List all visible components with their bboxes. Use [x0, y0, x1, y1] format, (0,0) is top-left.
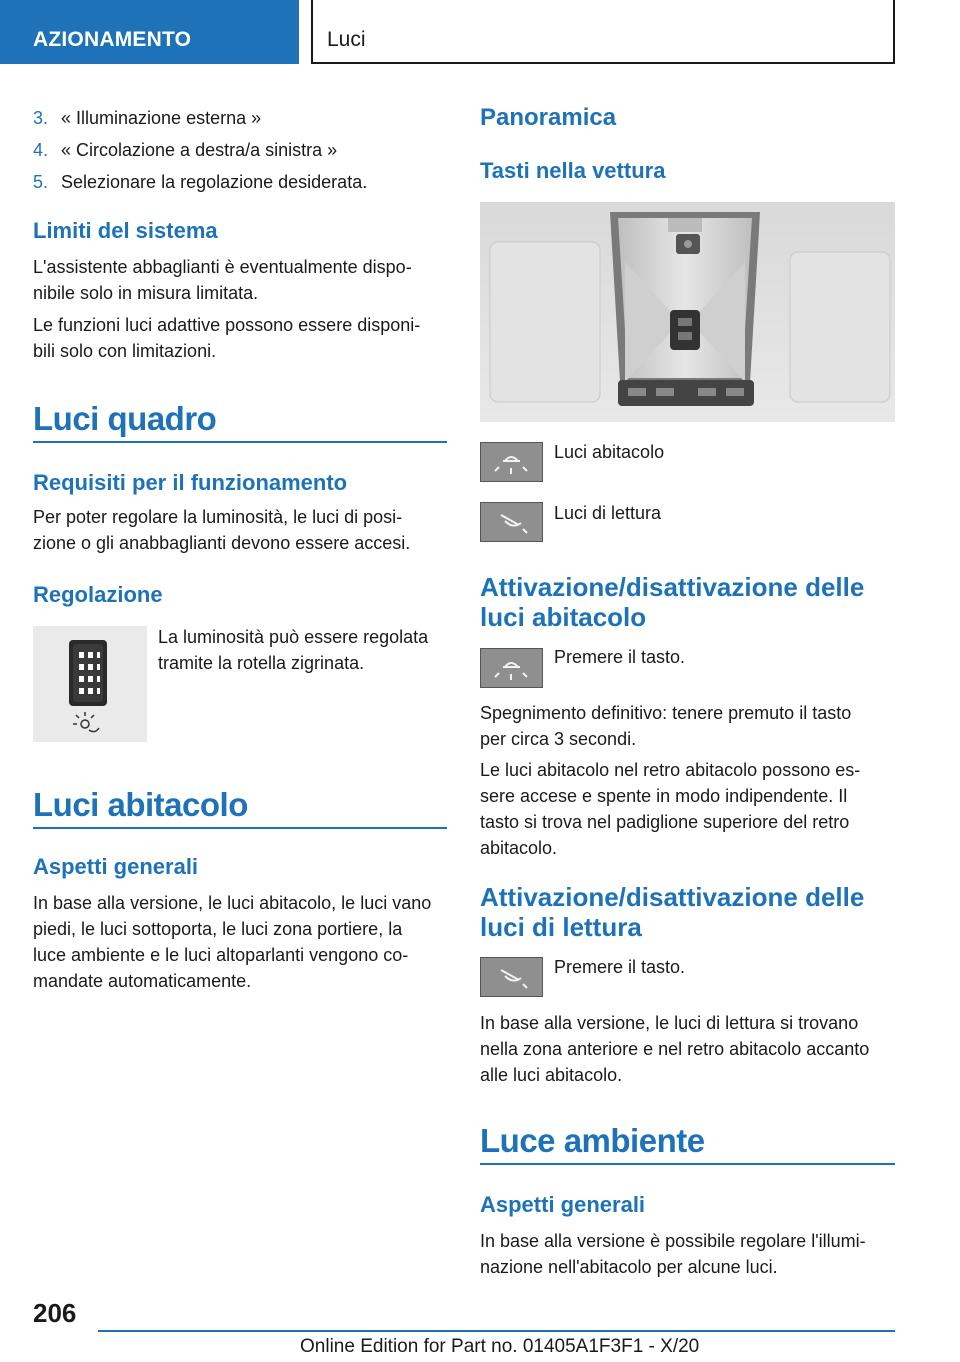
interior-light-key-icon: [480, 648, 543, 688]
limits-paragraph-1: L'assistente abbaglianti è eventualmente dispo- nibile solo in misura limitata.: [33, 257, 412, 303]
step-text: Selezionare la regolazione desiderata.: [61, 172, 368, 192]
section-title-luci-abitacolo: Luci abitacolo: [33, 786, 248, 823]
footer-edition: Online Edition for Part no. 01405A1F3F1 - X/20: [300, 1336, 700, 1357]
header-topic-tab: [311, 0, 895, 64]
interior-light-key-icon: [480, 442, 543, 482]
header-section-tab: [0, 0, 299, 64]
att-abitacolo-key-label: Premere il tasto.: [554, 647, 686, 667]
aspetti-generali-heading: Aspetti generali: [33, 854, 199, 879]
att-lettura-heading: Attivazione/disattivazione delle luci di lettura: [480, 882, 865, 942]
reading-light-key-icon: [480, 502, 543, 542]
page-number: 206: [33, 1298, 77, 1328]
reading-light-key-icon: [480, 957, 543, 997]
step-number: 3.: [33, 108, 49, 128]
step-number: 5.: [33, 172, 49, 192]
key1-label: Luci abitacolo: [554, 442, 665, 462]
aspetti-generali-paragraph: In base alla versione, le luci abitacolo, le luci vano piedi, le luci sottoporta, le luci zona portiere, la luce ambiente e le luci altoparlanti vengono co- mandate automaticamente.: [33, 893, 432, 991]
regolazione-paragraph: La luminosità può essere regolata tramite la rotella zigrinata.: [158, 627, 429, 673]
section-title-luce-ambiente: Luce ambiente: [480, 1122, 705, 1159]
att-abitacolo-paragraph-1: Spegnimento definitivo: tenere premuto il tasto per circa 3 secondi.: [480, 703, 852, 749]
att-abitacolo-paragraph-2: Le luci abitacolo nel retro abitacolo possono es- sere accese e spente in modo indipendente. Il tasto si trova nel padiglione superiore del retro abitacolo.: [480, 760, 861, 858]
panoramica-heading: Panoramica: [480, 104, 617, 131]
thumbwheel-image: [33, 626, 147, 742]
att-abitacolo-heading: Attivazione/disattivazione delle luci abitacolo: [480, 572, 865, 632]
ambiente-paragraph: In base alla versione è possibile regolare l'illumi- nazione nell'abitacolo per alcune luci.: [480, 1231, 866, 1277]
att-lettura-key-label: Premere il tasto.: [554, 957, 686, 977]
requisiti-paragraph: Per poter regolare la luminosità, le luci di posi- zione o gli anabbaglianti devono essere accesi.: [33, 507, 411, 553]
limits-paragraph-2: Le funzioni luci adattive possono essere disponi- bili solo con limitazioni.: [33, 315, 421, 361]
section-rule: [33, 827, 447, 829]
section-rule: [33, 441, 447, 443]
header-topic-label: Luci: [327, 28, 366, 51]
step-number: 4.: [33, 140, 49, 160]
footer-rule: [98, 1330, 895, 1332]
ambiente-aspetti-heading: Aspetti generali: [480, 1192, 646, 1217]
section-rule: [480, 1163, 895, 1165]
step-text: « Circolazione a destra/a sinistra »: [61, 140, 338, 160]
section-title-luci-quadro: Luci quadro: [33, 400, 217, 437]
att-lettura-paragraph: In base alla versione, le luci di lettura si trovano nella zona anteriore e nel retro abitacolo accanto alle luci abitacolo.: [480, 1013, 870, 1085]
requisiti-heading: Requisiti per il funzionamento: [33, 470, 348, 495]
limits-heading: Limiti del sistema: [33, 218, 218, 243]
tasti-heading: Tasti nella vettura: [480, 158, 666, 183]
regolazione-heading: Regolazione: [33, 582, 163, 607]
step-text: « Illuminazione esterna »: [61, 108, 262, 128]
header-section-label: AZIONAMENTO: [33, 28, 192, 51]
key2-label: Luci di lettura: [554, 503, 662, 523]
overhead-console-image: [480, 202, 895, 422]
